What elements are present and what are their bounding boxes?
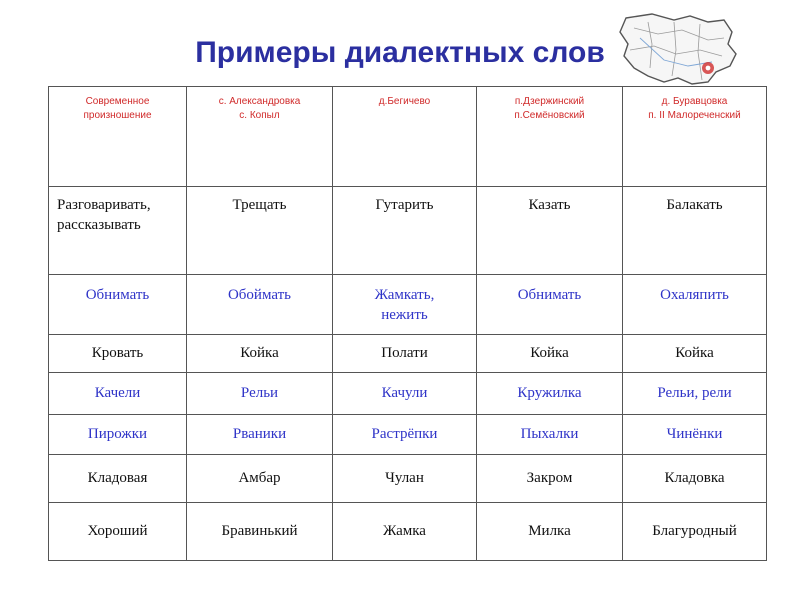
table-cell: Кладовая xyxy=(49,455,187,503)
table-row xyxy=(49,455,767,503)
table-cell: Охаляпить xyxy=(623,275,767,335)
table-cell: Чулан xyxy=(333,455,477,503)
table-cell: Милка xyxy=(477,503,623,561)
table-cell: Пирожки xyxy=(49,415,187,455)
dialect-table xyxy=(48,86,767,561)
table-row xyxy=(49,335,767,373)
header-aleksandrovka-kopyl: с. Александровка с. Копыл xyxy=(187,87,333,187)
table-cell: Бравинький xyxy=(187,503,333,561)
header-buravtsovka-malorechensky: д. Буравцовка п. II Малореченский xyxy=(623,87,767,187)
header-begichevo: д.Бегичево xyxy=(333,87,477,187)
table-cell: Обоймать xyxy=(187,275,333,335)
table-cell: Полати xyxy=(333,335,477,373)
table-row xyxy=(49,373,767,415)
table-cell: Казать xyxy=(477,187,623,275)
table-cell: Пыхалки xyxy=(477,415,623,455)
table-cell: Качули xyxy=(333,373,477,415)
table-cell: Разговаривать, рассказывать xyxy=(49,187,187,275)
table-cell: Кровать xyxy=(49,335,187,373)
table-cell: Закром xyxy=(477,455,623,503)
table-cell: Кружилка xyxy=(477,373,623,415)
table-cell: Обнимать xyxy=(49,275,187,335)
table-cell: Обнимать xyxy=(477,275,623,335)
page-title: Примеры диалектных слов xyxy=(195,36,605,69)
table-cell: Жамкать, нежить xyxy=(333,275,477,335)
table-row xyxy=(49,275,767,335)
table-cell: Кладовка xyxy=(623,455,767,503)
table-cell: Рельи, рели xyxy=(623,373,767,415)
table-cell: Благуродный xyxy=(623,503,767,561)
table-cell: Амбар xyxy=(187,455,333,503)
header-dzerzhinsky-semenovsky: п.Дзержинский п.Семёновский xyxy=(477,87,623,187)
table-cell: Койка xyxy=(623,335,767,373)
table-cell: Чинёнки xyxy=(623,415,767,455)
table-cell: Рваники xyxy=(187,415,333,455)
table-row xyxy=(49,187,767,275)
table-row xyxy=(49,415,767,455)
table-header-row xyxy=(49,87,767,187)
table-cell: Жамка xyxy=(333,503,477,561)
table-cell: Гутарить xyxy=(333,187,477,275)
table-cell: Трещать xyxy=(187,187,333,275)
table-cell: Хороший xyxy=(49,503,187,561)
region-map-icon xyxy=(612,10,742,88)
table-cell: Койка xyxy=(187,335,333,373)
table-cell: Балакать xyxy=(623,187,767,275)
table-cell: Растрёпки xyxy=(333,415,477,455)
header-modern-pronunciation: Современное произношение xyxy=(49,87,187,187)
table-cell: Качели xyxy=(49,373,187,415)
table-cell: Рельи xyxy=(187,373,333,415)
table-row xyxy=(49,503,767,561)
table-cell: Койка xyxy=(477,335,623,373)
